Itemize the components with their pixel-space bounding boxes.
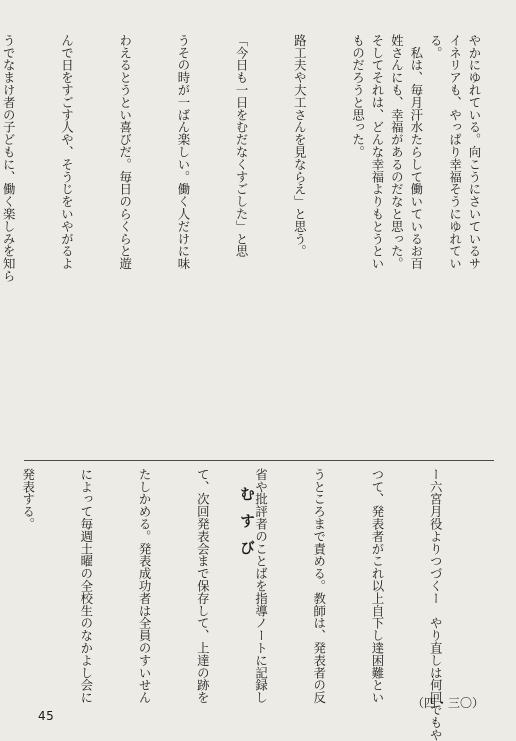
text-line: イネリアも、やっぱり幸福そうにゆれてい: [447, 34, 463, 270]
text-line: によって毎週土曜の全校生のなかよし会に: [78, 468, 94, 704]
section-divider: [24, 460, 494, 461]
text-line: たしかめる。発表成功者は全員のすいせん: [137, 468, 153, 704]
text-line: る。: [428, 34, 444, 59]
page-number: 45: [38, 709, 55, 723]
section-heading: むすび: [238, 486, 256, 567]
text-line: 路工夫や大工さんを見ならえ」と思う。: [292, 34, 308, 258]
text-line: そしてそれは、どんな幸福よりもとうとい: [369, 34, 385, 270]
text-line: 「今日も一日をむだなくすごした」と思: [234, 34, 250, 258]
date-note: （四・三〇）: [411, 696, 484, 710]
text-line: やかにゆれている。向こうにさいているサ: [467, 34, 482, 270]
text-line: 姓さんにも、幸福があるのだなと思った。: [389, 34, 405, 270]
text-line: 発表する。: [20, 468, 36, 530]
text-line: うその時が一ばん楽しい。働く人だけに味: [175, 34, 191, 270]
text-line: 省や批評者のことばを指導ノートに記録し: [253, 468, 269, 704]
text-line: んで日をすごす人や、そうじをいやがるよ: [59, 34, 75, 270]
text-line: つて、発表者がこれ以上自下し達困難とい: [369, 468, 385, 704]
text-line: 私は、毎月汗水たらして働いているお百: [408, 34, 424, 270]
text-line: うところまで責める。教師は、発表者の反: [311, 468, 327, 704]
text-line: て、次回発表会まで保存して、上達の跡を: [195, 468, 211, 704]
text-line: ー六宮月役よりつづくー やり直しは何回でもや: [428, 468, 444, 741]
text-line: うでなまけ者の子どもに、働く楽しみを知ら: [1, 34, 17, 282]
text-line: ものだろうと思った。: [350, 34, 366, 158]
upper-text-block: [1, 34, 484, 384]
text-line: わえるとうとい喜びだ。毎日のらくらと遊: [117, 34, 133, 270]
